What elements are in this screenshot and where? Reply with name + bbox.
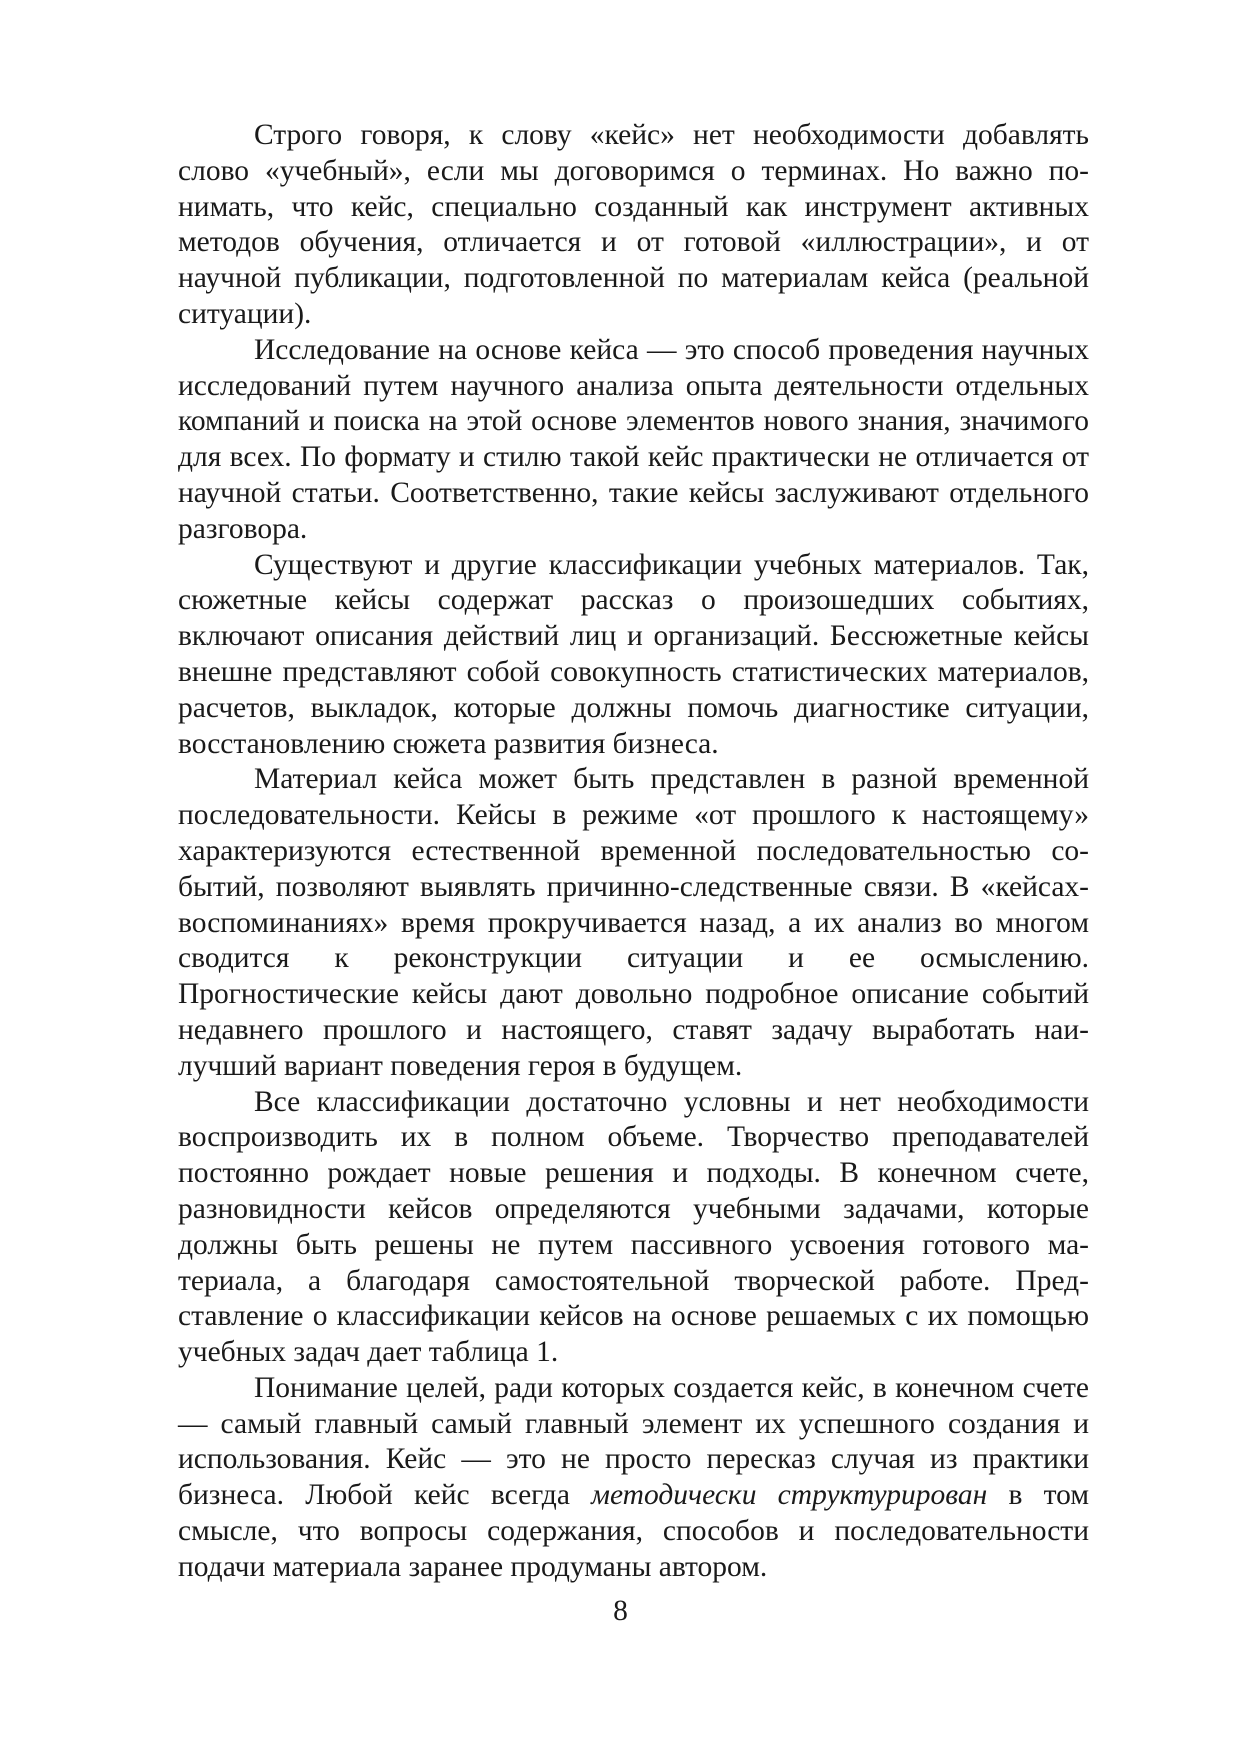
page-number: 8 bbox=[613, 1595, 628, 1627]
paragraph-case-research: Исследование на основе кейса — это способ проведения научных исследований путем научного анализа опыта деятельности отдельных компаний и поиска на этой основе элементов нового знания, значимого для всех. По формату и стилю такой кейс практически не отличается от научной статьи. Соответственно, такие кейсы заслуживают отдельного разговора. bbox=[178, 333, 1089, 545]
paragraph-time-sequence: Материал кейса может быть представлен в разной временной последовательности. Кейсы в режиме «от прошлого к настоящему» характеризуются естественной временной последовательностью событий, позволяют выявлять причинно-следственные связи. В «кейсах-воспоминаниях» время прокручивается назад, а их анализ во многом сводится к реконструкции ситуации и ее осмыслению. Прогностические кейсы дают довольно подробное описание событий недавнего прошлого и настоящего, ставят задачу выработать наилучший вариант поведения героя в будущем. bbox=[178, 763, 1089, 1082]
case-goals-emphasis: методически структурирован bbox=[591, 1479, 988, 1512]
case-goals-text-start: Понимание целей, ради которых создается кейс, в конечном счете — самый главный самый главный элемент их успешного создания и использования. Кейс — это не просто пересказ случая из практики бизнеса. Любой кейс всегда bbox=[178, 1371, 1089, 1512]
paragraph-other-classifications: Существуют и другие классификации учебных материалов. Так, сюжетные кейсы содержат рассказ о произошедших событиях, включают описания действий лиц и организаций. Бессюжетные кейсы внешне представляют собой совокупность статистических материалов, расчетов, выкладок, которые должны помочь диагностике ситуации, восстановлению сюжета развития бизнеса. bbox=[178, 548, 1089, 760]
paragraph-case-goals bbox=[178, 1371, 1089, 1586]
paragraph-classifications-conditional: Все классификации достаточно условны и нет необходимости воспроизводить их в полном объеме. Творчество преподавателей постоянно рождает новые решения и подходы. В конечном счете, разновидности кейсов определяются учебными задачами, которые должны быть решены не путем пассивного усвоения готового материала, а благодаря самостоятельной творческой работе. Представление о классификации кейсов на основе решаемых с их помощью учебных задач дает таблица 1. bbox=[178, 1085, 1089, 1369]
case-goals-text-end: в том смысле, что вопросы содержания, способов и последовательности подачи материала заранее продуманы автором. bbox=[178, 1479, 1089, 1583]
page-body bbox=[178, 118, 1089, 1586]
paragraph-case-terminology: Строго говоря, к слову «кейс» нет необходимости добавлять слово «учебный», если мы договоримся о терминах. Но важно понимать, что кейс, специально созданный как инструмент активных методов обучения, отличается и от готовой «иллюстрации», и от научной публикации, подготовленной по материалам кейса (реальной ситуации). bbox=[178, 119, 1089, 330]
